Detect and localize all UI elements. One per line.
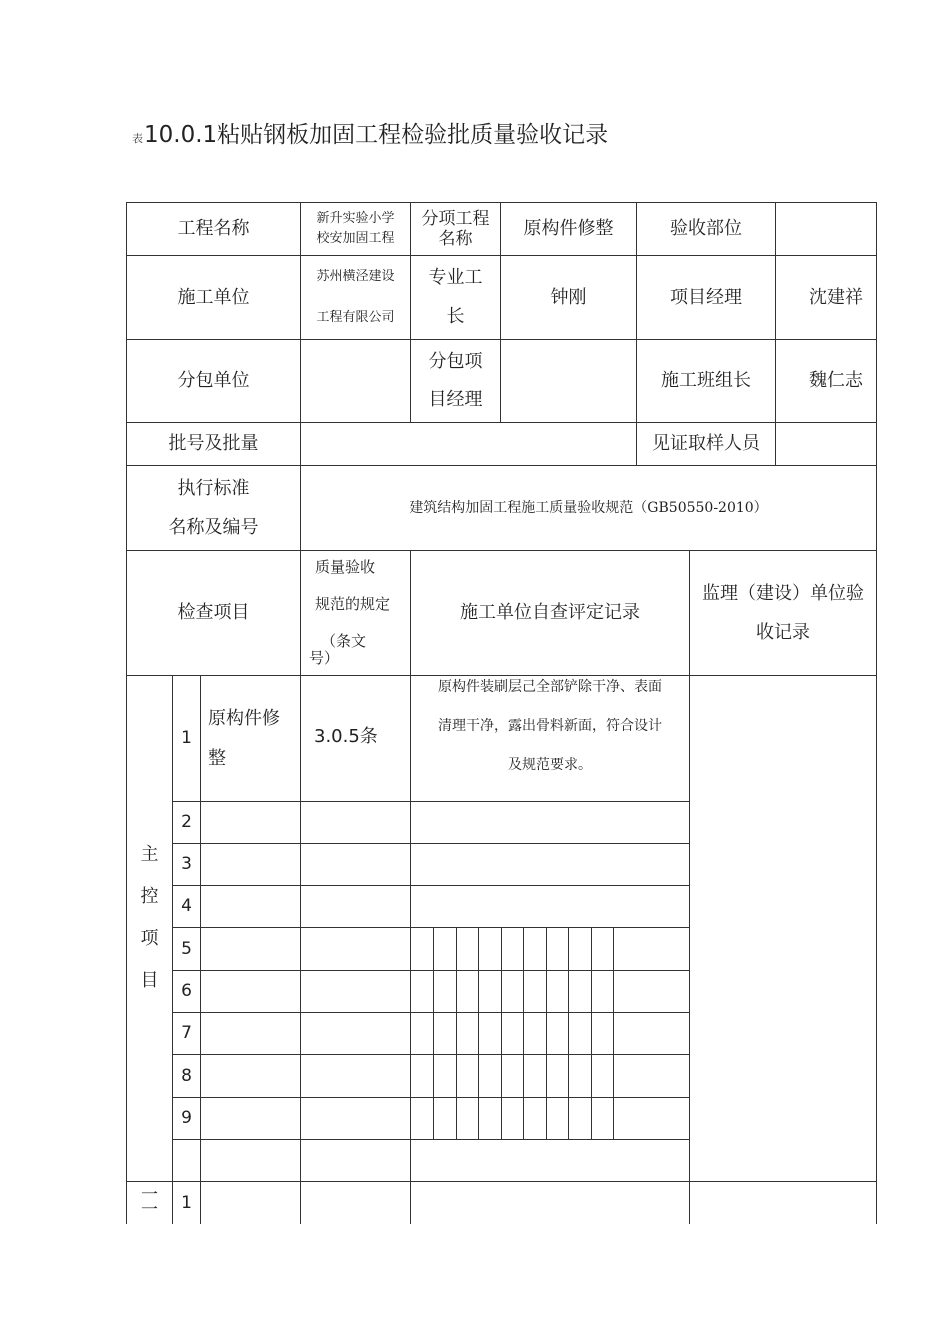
acceptance-part-value: [776, 203, 876, 255]
project-name-value: [301, 203, 410, 255]
sub-project-label: [411, 203, 500, 255]
group-char-1: 主: [140, 844, 159, 865]
row-5-number: 5: [181, 938, 192, 959]
witness-label: 见证取样人员: [652, 433, 760, 455]
spec-header: [301, 551, 410, 675]
team-leader-value: 魏仁志: [809, 370, 863, 392]
standard-value: 建筑结构加固工程施工质量验收规范（GB50550-2010）: [409, 499, 768, 516]
acceptance-part-label: 验收部位: [670, 218, 742, 240]
batch-value: [301, 423, 636, 465]
batch-label: 批号及批量: [168, 433, 259, 455]
standard-label-line-1: 执行标准: [177, 477, 250, 499]
row-4-number: 4: [181, 896, 192, 917]
title-text: 10.0.1粘贴钢板加固工程检验批质量验收记录: [144, 122, 609, 148]
foreman-value: 钟刚: [550, 286, 587, 308]
group-char-4: 目: [140, 970, 159, 991]
row-1-item-line-2: 整: [208, 747, 226, 769]
title-prefix: 表: [132, 132, 143, 145]
foreman-label: [411, 256, 500, 339]
main-control-group-label: [127, 846, 172, 1016]
self-check-header: 施工单位自查评定记录: [460, 602, 640, 624]
row-1-number: 1: [181, 728, 192, 749]
row-6-number: 6: [181, 981, 192, 1002]
row-1-item-line-1: 原构件修: [208, 708, 280, 730]
sub-pm-value: [501, 340, 636, 422]
row-1-record-line-3: 及规范要求。: [508, 756, 592, 773]
project-manager-label: 项目经理: [670, 286, 742, 308]
general-group-char-2: 一: [141, 1200, 158, 1220]
witness-value: [776, 423, 876, 465]
sub-project-label-line-1: 分项工程: [421, 208, 490, 229]
row-3-number: 3: [181, 854, 192, 875]
general-group-char-1: 一: [141, 1184, 158, 1205]
group-char-2: 控: [140, 886, 159, 907]
construction-unit-line-2: 工程有限公司: [316, 309, 395, 325]
spec-header-line-1: 质量验收: [315, 557, 376, 576]
foreman-label-line-2: 长: [446, 305, 465, 327]
supervision-header: [690, 551, 876, 675]
foreman-label-line-1: 专业工: [428, 267, 483, 288]
standard-label: [127, 466, 300, 550]
construction-unit-line-1: 苏州横泾建设: [316, 268, 395, 284]
construction-unit-label: 施工单位: [177, 286, 250, 308]
sub-project-label-line-2: 名称: [438, 229, 473, 249]
check-item-header: 检查项目: [177, 602, 250, 624]
construction-unit-value: [301, 256, 410, 339]
project-name-line-2: 校安加固工程: [316, 230, 395, 246]
row-8-number: 8: [181, 1065, 192, 1086]
row-1-clause: 3.0.5条: [314, 725, 378, 747]
row-1-record: [411, 676, 689, 801]
subcontractor-label: 分包单位: [177, 370, 250, 392]
spec-header-line-2: 规范的规定: [315, 594, 391, 613]
row-10-number: [173, 1140, 200, 1181]
project-manager-value: 沈建祥: [809, 286, 863, 308]
row-2-number: 2: [181, 812, 192, 833]
row-1-record-line-2: 清理干净，露出骨料新面，符合设计: [438, 717, 662, 734]
project-name-line-1: 新升实验小学: [316, 210, 395, 226]
spec-header-line-4: 号）: [309, 649, 340, 668]
row-1-item: [201, 676, 300, 801]
row-1-record-line-1: 原构件装刷层己全部铲除干净、表面: [438, 679, 662, 695]
team-leader-label: 施工班组长: [661, 370, 751, 392]
subcontractor-value: [301, 340, 410, 422]
sub-project-value: 原构件修整: [523, 218, 614, 240]
row-9-number: 9: [181, 1108, 192, 1129]
group-char-3: 项: [140, 928, 159, 949]
standard-label-line-2: 名称及编号: [168, 517, 259, 538]
row-7-number: 7: [181, 1023, 192, 1044]
sub-pm-label-line-2: 目经理: [428, 389, 483, 410]
sub-pm-label-line-1: 分包项: [428, 350, 483, 372]
supervision-header-line-2: 收记录: [756, 622, 810, 643]
supervision-header-line-1: 监理（建设）单位验: [702, 582, 864, 604]
project-name-label: 工程名称: [177, 218, 250, 240]
general-group-label: [127, 1182, 172, 1224]
general-row-1-number: 1: [181, 1192, 192, 1213]
spec-header-line-3: （条文: [321, 632, 367, 650]
sub-pm-label: [411, 340, 500, 422]
